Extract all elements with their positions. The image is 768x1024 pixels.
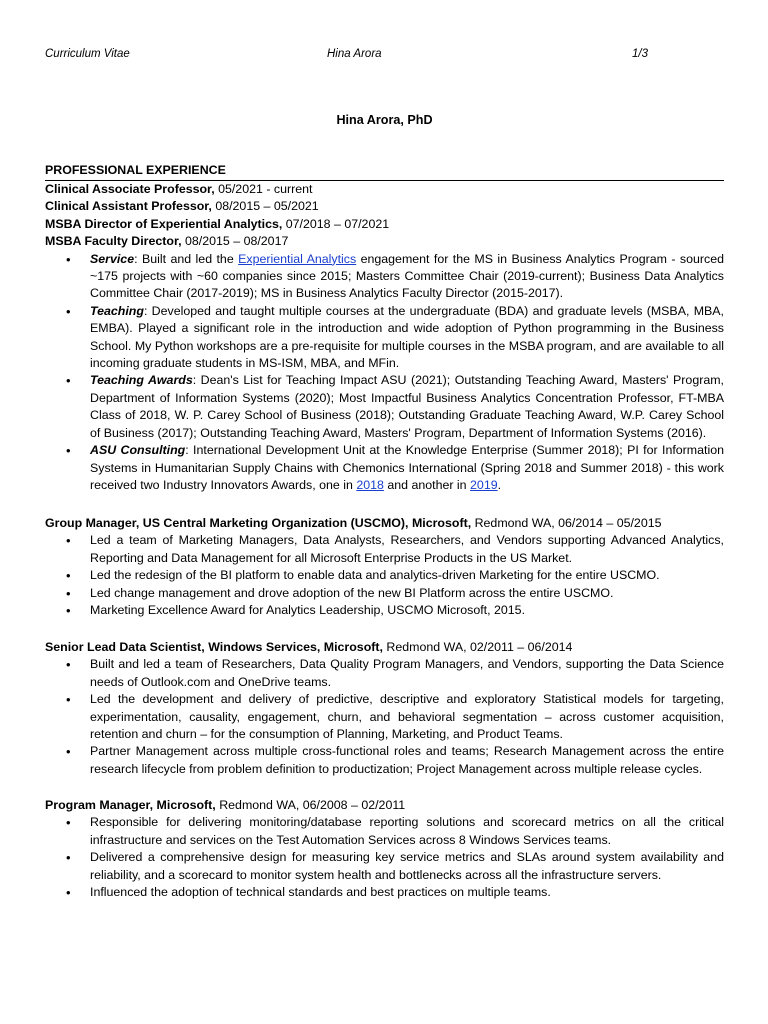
list-item: • Marketing Excellence Award for Analytics Leadership, USCMO Microsoft, 2015. (45, 602, 724, 619)
job-bullet-list (45, 532, 724, 619)
bullet-text: : Dean's List for Teaching Impact ASU (2021); Outstanding Teaching Award, Masters' Program, Department of Information Systems (2020); Most Impactful Business Analytics Concentration Professor, FT-MBA Class of 2018, W. P. Carey School of Business (2018); Outstanding Graduate Teaching Award, W.P. Carey School of Business (2017); Outstanding Teaching Award, Masters' Program, Department of Information Systems (2016). (90, 373, 724, 440)
role-title: MSBA Director of Experiential Analytics, (45, 216, 283, 231)
role-title: MSBA Faculty Director, (45, 234, 182, 249)
asu-experience (45, 181, 724, 494)
bullet-text: : Developed and taught multiple courses at the undergraduate (BDA) and graduate levels (MSBA, MBA, EMBA). Played a significant role in the introduction and wide adoption of Python programming in the Business School. My Python workshops are a pre-requisite for multiple courses in the MSBA program, and are available to all incoming graduate students in MS-ISM, MBA, and MFin. (90, 303, 724, 371)
role-dates: 05/2021 - current (214, 182, 313, 196)
list-item: • Delivered a comprehensive design for measuring key service metrics and SLAs around system availability and reliability, and a scorecard to monitor system health and bottlenecks across all the infrastructure servers. (45, 849, 724, 884)
job-heading (45, 639, 724, 656)
role-dates: 08/2015 – 05/2021 (211, 199, 319, 214)
job-heading (45, 797, 724, 814)
cv-title: Hina Arora, PhD (336, 113, 433, 127)
role-dates: 07/2018 – 07/2021 (282, 216, 390, 231)
section-heading-professional-experience: PROFESSIONAL EXPERIENCE (45, 162, 724, 181)
list-item (45, 372, 724, 442)
job-title: Senior Lead Data Scientist, Windows Services, Microsoft, (45, 640, 383, 654)
job-title: Group Manager, US Central Marketing Organization (USCMO), Microsoft, (45, 516, 472, 530)
list-item (45, 442, 724, 494)
bullet-label-teaching-awards: Teaching Awards (90, 373, 193, 388)
header-document-label: Curriculum Vitae (45, 48, 130, 60)
role-title: Clinical Associate Professor, (45, 182, 215, 196)
job-bullet-list (45, 814, 724, 901)
job-title: Program Manager, Microsoft, (45, 798, 216, 812)
bullet-label-service: Service (90, 251, 135, 266)
role-line (45, 216, 724, 233)
job-heading (45, 515, 724, 532)
job-senior-lead-data-scientist (45, 639, 724, 778)
role-line (45, 198, 724, 215)
bullet-text: : International Development Unit at the Knowledge Enterprise (Summer 2018); PI for Information Systems in Humanitarian Supply Chains with Chemonics International (Spring 2018 and Summer 2018) - this work received two Industry Innovators Awards, one in (90, 443, 724, 492)
list-item: • Led a team of Marketing Managers, Data Analysts, Researchers, and Vendors supporting Advanced Analytics, Reporting and Data Management for all Microsoft Enterprise Products in the US Market. (45, 532, 724, 567)
list-item: • Led change management and drove adoption of the new BI Platform across the entire USCMO. (45, 585, 724, 602)
role-title: Clinical Assistant Professor, (45, 199, 212, 214)
bullet-text: engagement for the MS in Business Analytics Program - sourced ~175 projects with ~60 companies since 2015; Masters Committee Chair (2019-current); Business Data Analytics Committee Chair (2017-2019); MS in Business Analytics Faculty Director (2015-2017). (90, 251, 724, 301)
list-item (45, 303, 724, 373)
job-detail: Redmond WA, 06/2014 – 05/2015 (471, 516, 662, 530)
bullet-text: : Built and led the (134, 251, 239, 266)
award-2019-link[interactable]: 2019 (470, 477, 498, 492)
experiential-analytics-link[interactable]: Experiential Analytics (238, 251, 357, 266)
list-item: • Built and led a team of Researchers, Data Quality Program Managers, and Vendors, supporting the Data Science needs of Outlook.com and OneDrive teams. (45, 656, 724, 691)
bullet-text: and another in (383, 477, 471, 492)
job-detail: Redmond WA, 06/2008 – 02/2011 (215, 798, 406, 812)
bullet-text: . (497, 477, 502, 492)
bullet-label-asu-consulting: ASU Consulting (90, 443, 186, 458)
job-bullet-list (45, 656, 724, 778)
award-2018-link[interactable]: 2018 (356, 477, 384, 492)
list-item: • Led the development and delivery of predictive, descriptive and exploratory Statistical models for targeting, experimentation, causality, engagement, churn, and behavioral segmentation – across customer acquisition, retention and churn – for the consumption of Planning, Marketing, and Product Teams. (45, 691, 724, 743)
bullet-label-teaching: Teaching (90, 303, 144, 318)
list-item (45, 251, 724, 303)
asu-bullet-list (45, 251, 724, 495)
role-dates: 08/2015 – 08/2017 (181, 234, 289, 249)
header-page-number: 1/3 (632, 48, 648, 60)
role-line (45, 181, 724, 198)
header-author-name: Hina Arora (327, 48, 382, 60)
job-detail: Redmond WA, 02/2011 – 06/2014 (382, 640, 573, 654)
list-item: • Responsible for delivering monitoring/database reporting solutions and scorecard metrics on all the critical infrastructure and services on the Test Automation Services across 8 Windows Services teams. (45, 814, 724, 849)
list-item: • Partner Management across multiple cross-functional roles and teams; Research Management across the entire research lifecycle from problem definition to productization; Project Management across multiple release cycles. (45, 743, 724, 778)
role-line (45, 233, 724, 250)
job-program-manager (45, 797, 724, 901)
list-item: • Led the redesign of the BI platform to enable data and analytics-driven Marketing for the entire USCMO. (45, 567, 724, 584)
job-group-manager (45, 515, 724, 619)
list-item: • Influenced the adoption of technical standards and best practices on multiple teams. (45, 884, 724, 901)
